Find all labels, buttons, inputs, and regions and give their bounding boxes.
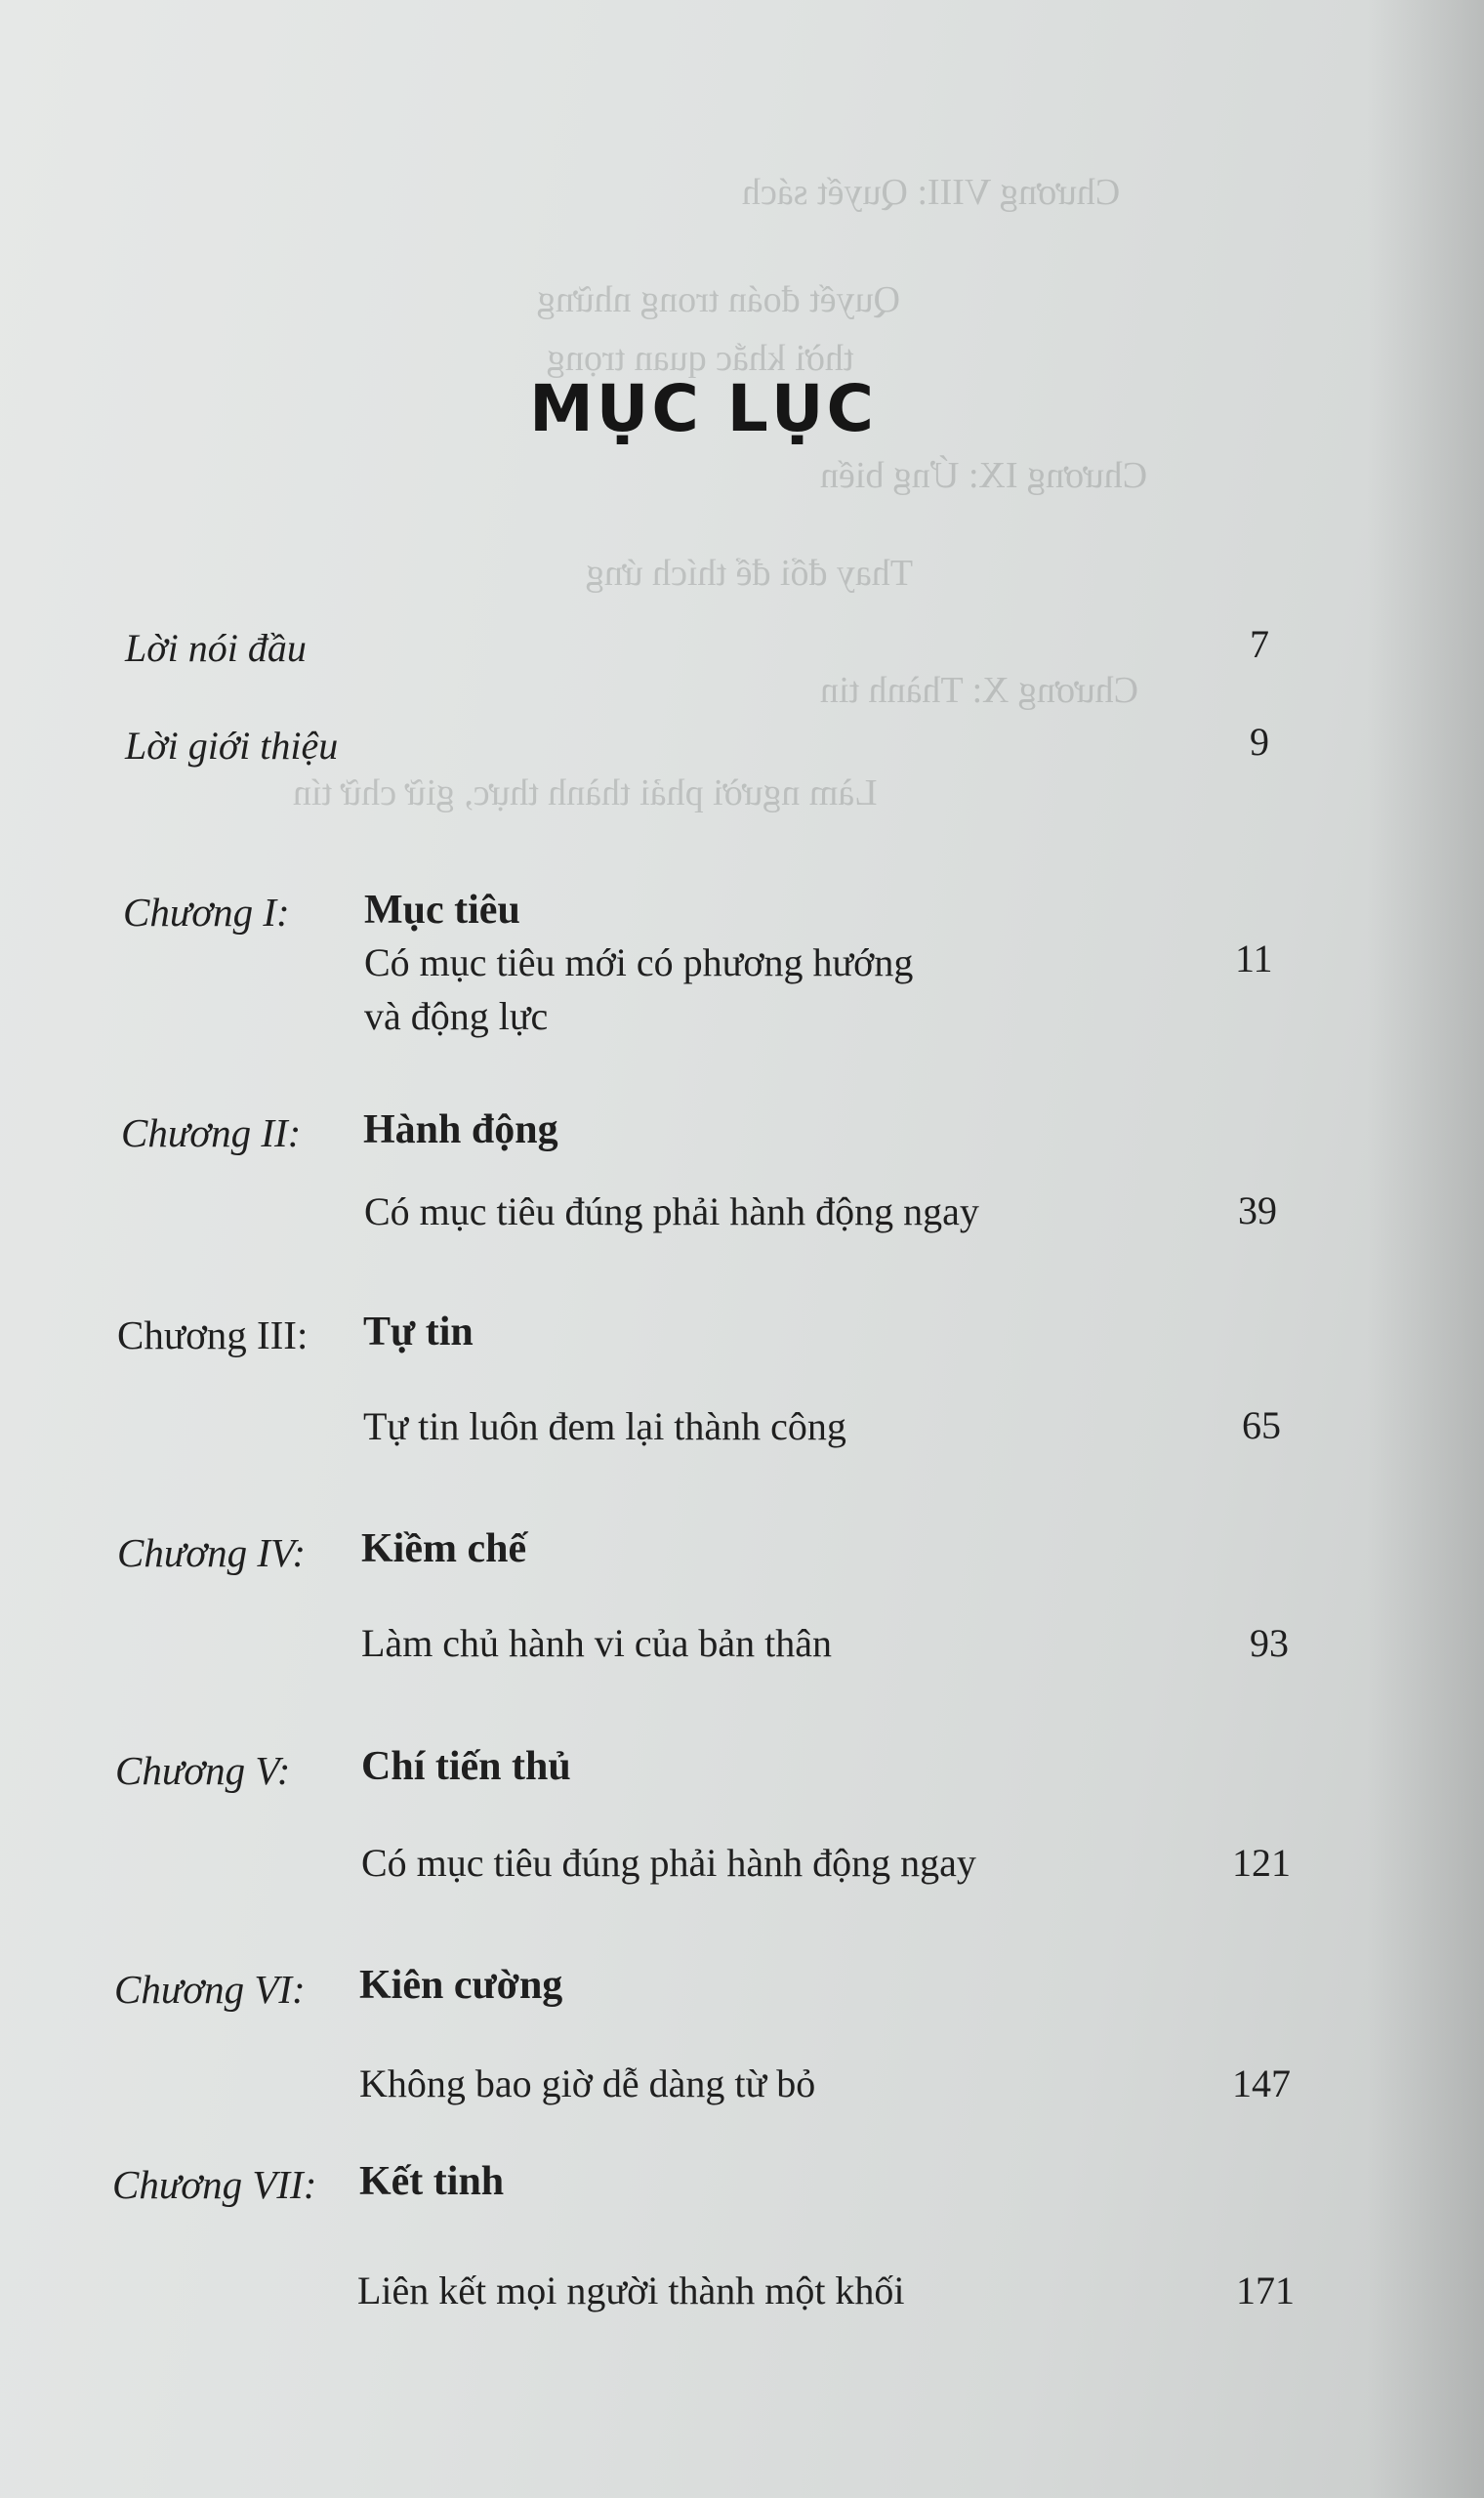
chapter-description: Làm chủ hành vi của bản thân: [361, 1621, 833, 1665]
chapter-name: Kết tinh: [359, 2159, 505, 2204]
chapter-label: Chương I:: [123, 890, 290, 935]
chapter-name: Kiên cường: [359, 1963, 563, 2008]
chapter-name: Chí tiến thủ: [361, 1744, 571, 1789]
show-through-text: Thay đổi để thích ứng: [586, 553, 914, 594]
chapter-page: 121: [1232, 1841, 1291, 1885]
toc-page-introduction: 9: [1250, 720, 1269, 764]
chapter-label: Chương VI:: [114, 1967, 306, 2012]
chapter-label: Chương V:: [115, 1748, 291, 1793]
chapter-description-line2: và động lực: [364, 994, 549, 1038]
chapter-description: Không bao giờ dễ dàng từ bỏ: [359, 2061, 816, 2105]
chapter-page: 65: [1242, 1403, 1281, 1447]
show-through-text: Làm người phải thành thực, giữ chữ tín: [293, 772, 878, 813]
show-through-text: Chương IX: Ứng biến: [820, 455, 1148, 496]
chapter-label: Chương II:: [121, 1110, 302, 1155]
chapter-name: Mục tiêu: [364, 888, 520, 933]
chapter-description: Có mục tiêu đúng phải hành động ngay: [364, 1189, 979, 1233]
chapter-page: 147: [1232, 2061, 1291, 2105]
toc-entry-introduction: Lời giới thiệu: [125, 724, 339, 768]
show-through-text: thời khắc quan trọng: [547, 338, 854, 379]
chapter-name: Kiềm chế: [361, 1526, 527, 1571]
chapter-description: Tự tin luôn đem lại thành công: [363, 1404, 846, 1448]
chapter-name: Tự tin: [363, 1310, 474, 1354]
chapter-page: 93: [1250, 1621, 1289, 1665]
show-through-text: Quyết đoán trong những: [537, 279, 901, 320]
toc-entry-foreword: Lời nói đầu: [125, 626, 307, 670]
chapter-description: Liên kết mọi người thành một khối: [357, 2269, 905, 2312]
page-title: MỤC LỤC: [529, 371, 877, 446]
toc-page-foreword: 7: [1250, 622, 1269, 666]
chapter-label: Chương III:: [117, 1312, 309, 1357]
chapter-description: Có mục tiêu đúng phải hành động ngay: [361, 1841, 976, 1885]
show-through-text: Chương VIII: Quyết sách: [742, 172, 1121, 213]
page-edge-shadow: [1367, 0, 1484, 2498]
chapter-label: Chương VII:: [112, 2162, 317, 2207]
show-through-text: Chương X: Thành tin: [820, 670, 1139, 711]
chapter-page: 171: [1236, 2269, 1295, 2312]
chapter-page: 11: [1235, 937, 1273, 980]
chapter-label: Chương IV:: [117, 1530, 307, 1575]
chapter-name: Hành động: [363, 1107, 558, 1152]
chapter-page: 39: [1238, 1188, 1277, 1232]
chapter-description: Có mục tiêu mới có phương hướng: [364, 940, 914, 984]
